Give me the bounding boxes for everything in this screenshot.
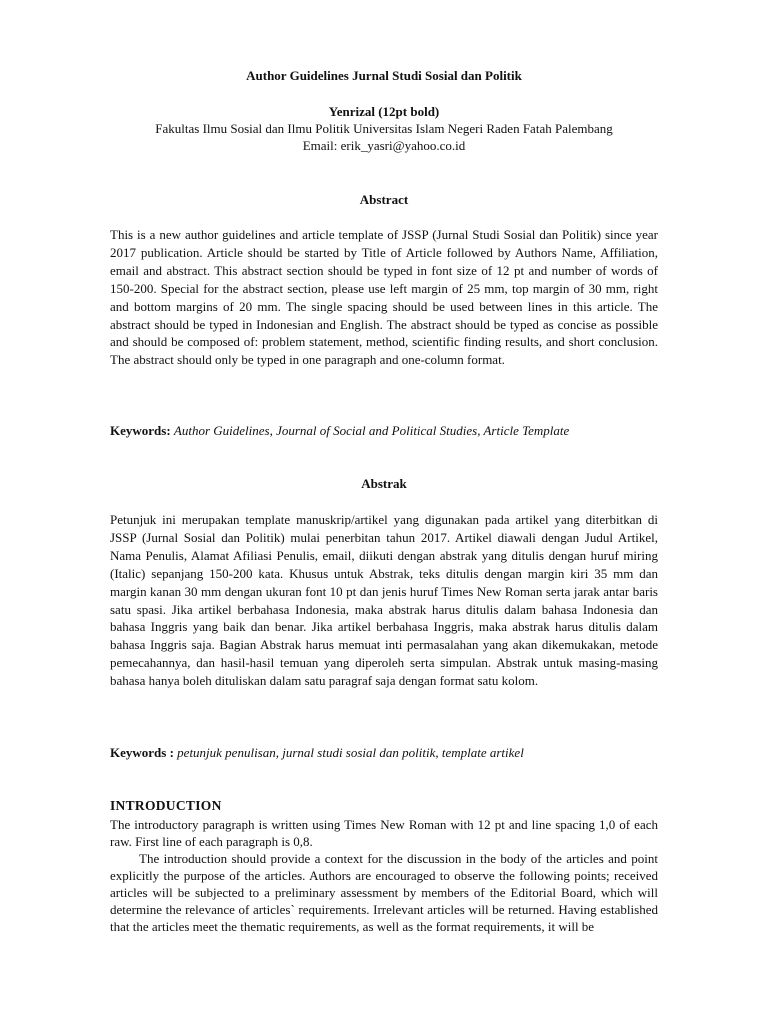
abstrak-keywords bbox=[110, 744, 658, 762]
author-name: Yenrizal (12pt bold) bbox=[328, 104, 440, 119]
abstract-keywords bbox=[110, 422, 658, 440]
introduction-heading: INTRODUCTION bbox=[110, 798, 222, 813]
abstrak-heading: Abstrak bbox=[361, 476, 407, 491]
abstrak-body: Petunjuk ini merupakan template manuskrip/artikel yang digunakan pada artikel yang diterbitkan di JSSP (Jurnal Sosial dan Politik) mulai penerbitan tahun 2017. Artikel diawali dengan Judul Artikel, Nama Penulis, Alamat Afiliasi Penulis, email, diikuti dengan abstrak yang ditulis dengan huruf miring (Italic) sepanjang 150-200 kata. Khusus untuk Abstrak, teks ditulis dengan margin kiri 35 mm dan margin kanan 30 mm dengan ukuran font 10 pt dan jenis huruf Times New Roman serta jarak antar baris satu spasi. Jika artikel berbahasa Indonesia, maka abstrak harus ditulis dalam bahasa Indonesia dan bahasa Inggris yang baik dan benar. Jika artikel berbahasa Inggris, maka abstrak harus ditulis dalam bahasa Inggris saja. Bagian Abstrak harus memuat inti permasalahan yang akan dikemukakan, metode pemecahannya, dan hasil-hasil temuan yang diperoleh serta simpulan. Abstrak untuk masing-masing bahasa hanya boleh dituliskan dalam satu paragraf saja dengan format satu kolom. bbox=[110, 512, 658, 689]
paper-title: Author Guidelines Jurnal Studi Sosial dan Politik bbox=[246, 68, 522, 83]
keywords-label: Keywords : bbox=[110, 745, 174, 760]
introduction-paragraph: The introductory paragraph is written using Times New Roman with 12 pt and line spacing 1,0 of each raw. First line of each paragraph is 0,8. bbox=[110, 817, 658, 849]
author-affiliation: Fakultas Ilmu Sosial dan Ilmu Politik Universitas Islam Negeri Raden Fatah Palembang bbox=[155, 121, 613, 136]
keywords-label: Keywords: bbox=[110, 423, 171, 438]
introduction-body bbox=[110, 816, 658, 935]
introduction-paragraph: The introduction should provide a context for the discussion in the body of the articles and point explicitly the purpose of the articles. Authors are encouraged to observe the following points; received articles will be subjected to a preliminary assessment by members of the Editorial Board, which will determine the relevance of articles` requirements. Irrelevant articles will be returned. Having established that the articles meet the thematic requirements, as well as the format requirements, it will be bbox=[110, 851, 658, 934]
keywords-value: Author Guidelines, Journal of Social and Political Studies, Article Template bbox=[173, 423, 570, 438]
keywords-value: petunjuk penulisan, jurnal studi sosial dan politik, template artikel bbox=[177, 745, 524, 760]
abstract-heading: Abstract bbox=[359, 192, 409, 207]
abstract-body: This is a new author guidelines and article template of JSSP (Jurnal Studi Sosial dan Politik) since year 2017 publication. Article should be started by Title of Article followed by Authors Name, Affiliation, email and abstract. This abstract section should be typed in font size of 12 pt and number of words of 150-200. Special for the abstract section, please use left margin of 25 mm, top margin of 30 mm, right and bottom margins of 20 mm. The single spacing should be used between lines in this article. The abstract should be typed in Indonesian and English. The abstract should be typed as concise as possible and should be composed of: problem statement, method, scientific finding results, and short conclusion. The abstract should only be typed in one paragraph and one-column format. bbox=[110, 227, 658, 368]
author-email: Email: erik_yasri@yahoo.co.id bbox=[302, 138, 466, 153]
